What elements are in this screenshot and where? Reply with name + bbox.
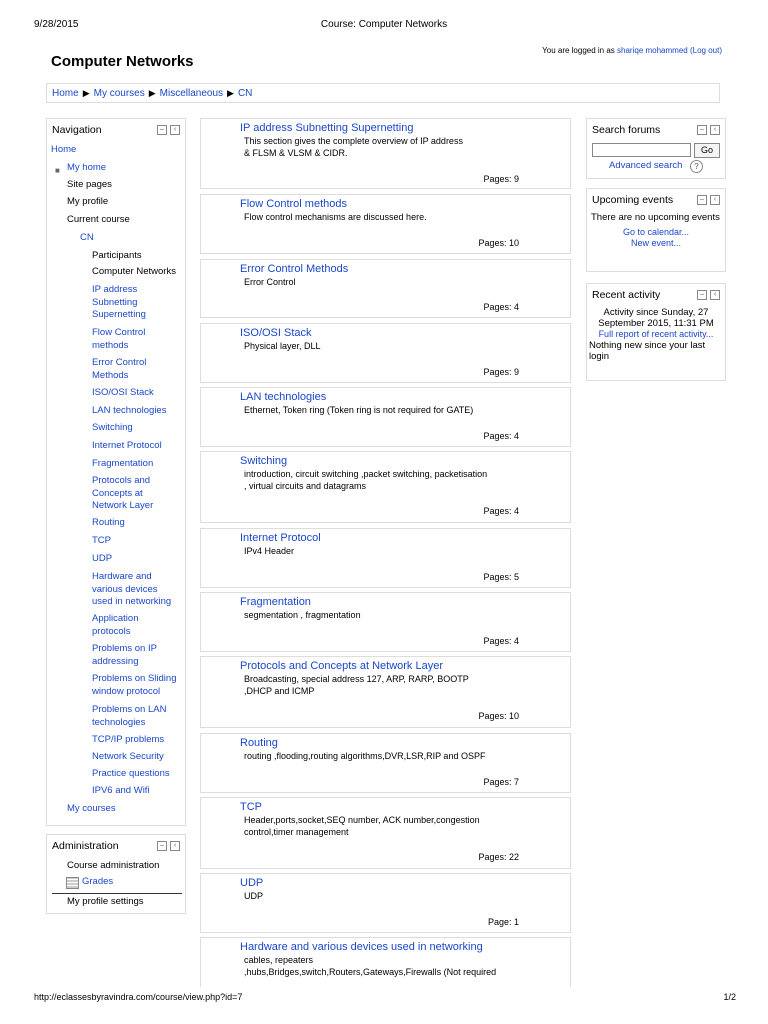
nav-topic[interactable]: Network Security — [92, 751, 164, 762]
section-summary: Error Control — [244, 277, 296, 287]
navigation-title: Navigation — [52, 124, 102, 136]
section-summary: This section gives the complete overview of IP address & FLSM & VLSM & CIDR. — [244, 136, 463, 158]
course-section — [200, 194, 571, 254]
section-title[interactable]: Switching — [240, 455, 288, 467]
site-title: Computer Networks — [51, 53, 194, 70]
course-section — [200, 656, 571, 728]
section-pages: Pages: 5 — [483, 572, 519, 582]
section-title[interactable]: Routing — [240, 737, 278, 749]
nav-topic[interactable]: Switching — [92, 422, 133, 433]
login-prefix: You are logged in as — [542, 46, 615, 55]
section-title[interactable]: Internet Protocol — [240, 532, 321, 544]
collapse-icon[interactable]: – — [157, 125, 167, 135]
nav-topic[interactable]: Flow Control methods — [92, 327, 146, 351]
section-title[interactable]: Hardware and various devices used in networking — [240, 941, 483, 953]
print-page-number: 1/2 — [723, 992, 736, 1002]
section-pages: Pages: 4 — [483, 506, 519, 516]
full-report-link[interactable]: Full report of recent activity... — [598, 329, 714, 339]
section-pages: Pages: 10 — [478, 711, 519, 721]
section-title[interactable]: Fragmentation — [240, 596, 311, 608]
search-input[interactable] — [592, 143, 691, 157]
nav-topic[interactable]: UDP — [92, 553, 113, 564]
print-title: Course: Computer Networks — [320, 19, 448, 30]
section-pages: Pages: 9 — [483, 367, 519, 377]
dock-icon[interactable]: ‹ — [710, 195, 720, 205]
breadcrumb-separator-icon: ▶ — [227, 87, 234, 98]
course-section — [200, 797, 571, 869]
section-pages: Pages: 10 — [478, 238, 519, 248]
activity-since: Activity since Sunday, 27 September 2015, 11:31 PM — [598, 307, 714, 329]
breadcrumb-separator-icon: ▶ — [148, 87, 156, 98]
section-title[interactable]: IP address Subnetting Supernetting — [240, 122, 414, 134]
grades-link[interactable]: Grades — [82, 876, 114, 887]
section-title[interactable]: UDP — [240, 877, 264, 889]
section-pages: Page: 1 — [487, 917, 519, 927]
new-event-link[interactable]: New event... — [630, 238, 682, 248]
nav-topic[interactable]: TCP — [92, 535, 111, 546]
section-title[interactable]: ISO/OSI Stack — [240, 327, 312, 339]
breadcrumb-separator-icon: ▶ — [82, 87, 90, 98]
section-summary: Broadcasting, special address 127, ARP, RARP, BOOTP ,DHCP and ICMP — [244, 674, 469, 696]
dock-icon[interactable]: ‹ — [170, 125, 180, 135]
section-summary: Flow control mechanisms are discussed here. — [244, 212, 427, 222]
nav-topic[interactable]: Internet Protocol — [92, 440, 162, 451]
dock-icon[interactable]: ‹ — [170, 841, 180, 851]
nav-topic[interactable]: Routing — [92, 517, 125, 528]
section-summary: routing ,flooding,routing algorithms,DVR,LSR,RIP and OSPF — [244, 751, 486, 761]
nav-topic[interactable]: Practice questions — [92, 768, 170, 779]
help-icon[interactable]: ? — [690, 160, 703, 173]
administration-title: Administration — [52, 840, 119, 852]
nav-my-profile[interactable]: My profile — [67, 196, 109, 207]
section-pages: Pages: 4 — [483, 302, 519, 312]
divider — [52, 893, 182, 894]
section-title[interactable]: Protocols and Concepts at Network Layer — [240, 660, 443, 672]
section-summary: Ethernet, Token ring (Token ring is not required for GATE) — [244, 405, 474, 415]
goto-calendar-link[interactable]: Go to calendar... — [622, 227, 690, 237]
collapse-icon[interactable]: – — [697, 195, 707, 205]
nav-my-courses[interactable]: My courses — [67, 803, 116, 814]
nav-topic[interactable]: Hardware and various devices used in networking — [92, 571, 172, 607]
course-section — [200, 733, 571, 793]
user-link[interactable]: shariqe mohammed — [617, 46, 688, 55]
nav-topic[interactable]: ISO/OSI Stack — [92, 387, 154, 398]
section-title[interactable]: Flow Control methods — [240, 198, 347, 210]
nav-topic[interactable]: Fragmentation — [92, 458, 154, 469]
nav-site-pages[interactable]: Site pages — [67, 179, 112, 190]
search-forums-title: Search forums — [592, 124, 661, 136]
nav-topic[interactable]: Problems on LAN technologies — [92, 704, 167, 728]
recent-activity-title: Recent activity — [592, 289, 661, 301]
print-date: 9/28/2015 — [34, 19, 79, 30]
section-title[interactable]: TCP — [240, 801, 262, 813]
section-pages: Pages: 4 — [483, 636, 519, 646]
section-pages: Pages: 22 — [478, 852, 519, 862]
advanced-search-link[interactable]: Advanced search — [609, 160, 683, 171]
bullet-icon: ■ — [55, 166, 60, 175]
course-section — [200, 451, 571, 523]
upcoming-events-title: Upcoming events — [592, 194, 674, 206]
section-pages: Pages: 7 — [483, 777, 519, 787]
nav-topic[interactable]: Error Control Methods — [92, 357, 147, 381]
nav-current-course[interactable]: Current course — [67, 214, 130, 225]
course-administration[interactable]: Course administration — [67, 860, 160, 871]
collapse-icon[interactable]: – — [697, 125, 707, 135]
section-pages: Pages: 4 — [483, 431, 519, 441]
breadcrumb-my-courses[interactable]: My courses — [93, 87, 145, 99]
course-section — [200, 387, 571, 447]
nav-topic[interactable]: IPV6 and Wifi — [92, 785, 150, 796]
nav-topic[interactable]: Application protocols — [92, 613, 139, 637]
nav-topic[interactable]: LAN technologies — [92, 405, 167, 416]
nav-topic[interactable]: IP address Subnetting Supernetting — [92, 284, 146, 320]
breadcrumb — [46, 83, 720, 103]
section-summary: IPv4 Header — [244, 546, 295, 556]
course-section — [200, 873, 571, 933]
section-title[interactable]: Error Control Methods — [240, 263, 349, 275]
dock-icon[interactable]: ‹ — [710, 125, 720, 135]
section-summary: Header,ports,socket,SEQ number, ACK number,congestion control,timer management — [244, 815, 480, 837]
nav-topic[interactable]: Protocols and Concepts at Network Layer — [92, 475, 154, 511]
course-section — [200, 528, 571, 588]
breadcrumb-miscellaneous[interactable]: Miscellaneous — [159, 87, 224, 99]
course-section — [200, 937, 571, 987]
breadcrumb-cn[interactable]: CN — [237, 87, 253, 99]
nav-home[interactable]: Home — [51, 144, 77, 155]
section-pages: Pages: 9 — [483, 174, 519, 184]
my-profile-settings[interactable]: My profile settings — [67, 896, 144, 907]
no-events-message: There are no upcoming events — [591, 212, 720, 223]
course-section — [200, 323, 571, 383]
section-summary: Physical layer, DLL — [244, 341, 321, 351]
search-go-button[interactable]: Go — [694, 143, 720, 158]
nav-participants[interactable]: Participants — [92, 250, 142, 261]
logout-link[interactable]: (Log out) — [689, 46, 722, 55]
upcoming-events-block — [586, 188, 726, 272]
nothing-new-message: Nothing new since your last login — [589, 340, 706, 362]
dock-icon[interactable]: ‹ — [710, 290, 720, 300]
collapse-icon[interactable]: – — [157, 841, 167, 851]
section-summary: UDP — [244, 891, 264, 901]
course-section — [200, 118, 571, 189]
section-title[interactable]: LAN technologies — [240, 391, 327, 403]
recent-activity-block — [586, 283, 726, 381]
section-summary: segmentation , fragmentation — [244, 610, 361, 620]
grades-icon — [66, 877, 79, 889]
nav-topic[interactable]: Problems on IP addressing — [92, 643, 157, 667]
breadcrumb-home[interactable]: Home — [52, 87, 79, 99]
nav-computer-networks[interactable]: Computer Networks — [92, 266, 176, 277]
course-section — [200, 259, 571, 318]
nav-cn[interactable]: CN — [80, 232, 94, 243]
nav-topic[interactable]: TCP/IP problems — [92, 734, 165, 745]
nav-topic[interactable]: Problems on Sliding window protocol — [92, 673, 177, 697]
course-section — [200, 592, 571, 652]
login-info — [542, 46, 722, 55]
nav-my-home[interactable]: My home — [67, 162, 107, 173]
collapse-icon[interactable]: – — [697, 290, 707, 300]
section-summary: introduction, circuit switching ,packet switching, packetisation , virtual circuits and datagrams — [244, 469, 488, 491]
print-url: http://eclassesbyravindra.com/course/view.php?id=7 — [34, 992, 243, 1002]
section-summary: cables, repeaters ,hubs,Bridges,switch,Routers,Gateways,Firewalls (Not required — [244, 955, 497, 977]
